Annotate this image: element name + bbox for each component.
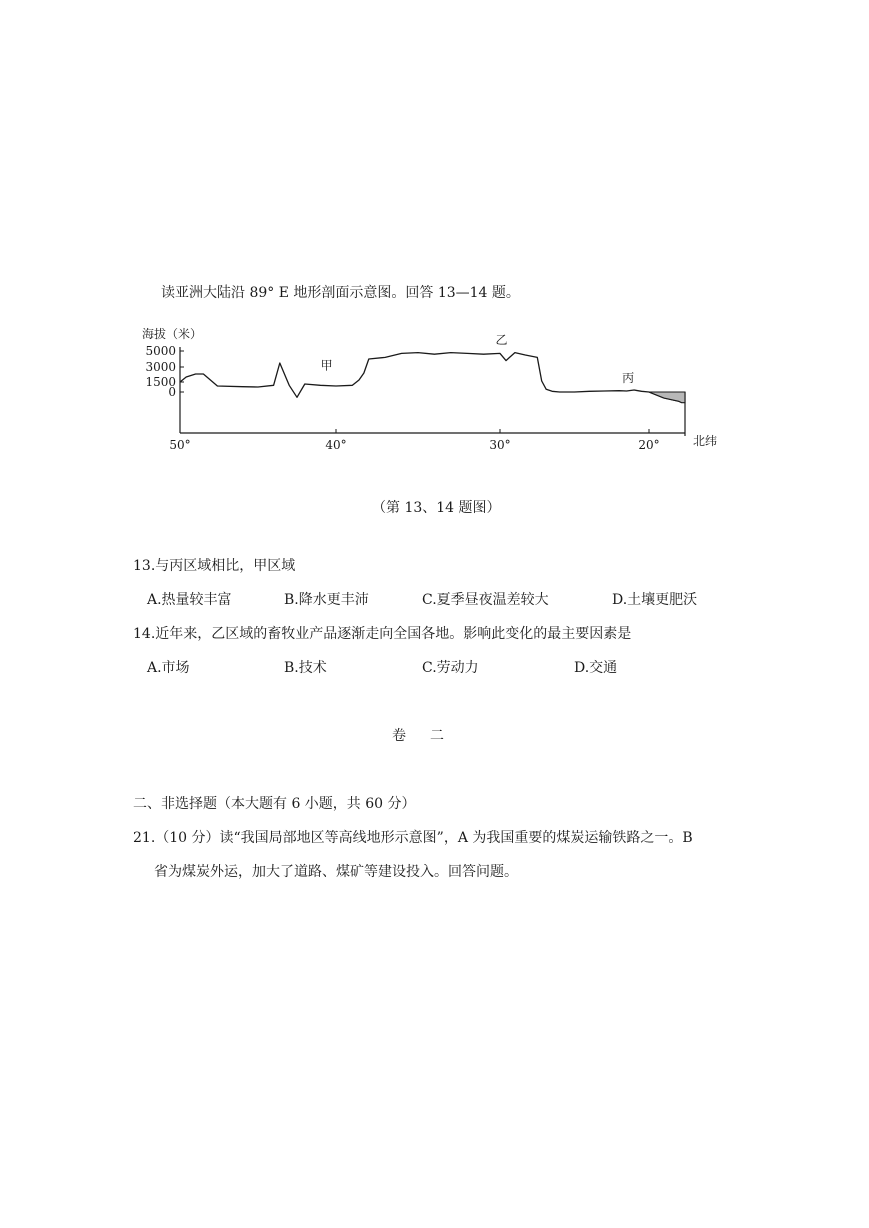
question-13-option-b: B.降水更丰沛 [284,592,369,608]
question-13-option-a: A.热量较丰富 [147,592,232,608]
y-axis-label: 海拔（米） [142,327,203,341]
section-title [392,727,446,745]
intro-text: 读亚洲大陆沿 89° E 地形剖面示意图。回答 13—14 题。 [161,285,520,301]
y-tick-label-0: 0 [168,385,176,399]
question-13-option-d: D.土壤更肥沃 [612,592,698,608]
part2-heading: 二、非选择题（本大题有 6 小题，共 60 分） [133,796,416,812]
question-21-line2: 省为煤炭外运，加大了道路、煤矿等建设投入。回答问题。 [154,864,518,880]
question-14-option-a: A.市场 [147,660,190,676]
question-14-option-d: D.交通 [574,660,618,676]
question-14-option-c: C.劳动力 [422,660,479,676]
terrain-profile-line [180,353,682,403]
x-tick-label-20: 20° [638,438,660,452]
region-label-1: 甲 [320,358,333,373]
x-tick-label-40: 40° [325,438,347,452]
y-tick-label-1500: 1500 [145,375,176,389]
section-title-part1: 卷 [392,728,408,744]
y-tick-label-3000: 3000 [145,360,176,374]
section-title-part2: 二 [430,728,446,744]
x-tick-label-30: 30° [489,438,511,452]
y-tick-label-5000: 5000 [145,344,176,358]
question-14-stem: 14.近年来，乙区域的畜牧业产品逐渐走向全国各地。影响此变化的最主要因素是 [133,626,632,642]
question-21-line1: 21.（10 分）读“我国局部地区等高线地形示意图”，A 为我国重要的煤炭运输铁路之一。B [133,830,693,846]
region-label-2: 乙 [495,332,508,347]
question-14-option-b: B.技术 [284,660,327,676]
question-13-stem: 13.与丙区域相比，甲区域 [133,558,296,574]
chart-plot [180,353,685,403]
figure-caption: （第 13、14 题图） [372,500,501,516]
question-13-option-c: C.夏季昼夜温差较大 [422,592,549,608]
x-axis-label: 北纬 [693,434,718,448]
terrain-profile-chart [140,320,740,460]
sea-area [649,392,685,403]
region-label-3: 丙 [622,371,635,385]
x-tick-label-50: 50° [169,438,191,452]
